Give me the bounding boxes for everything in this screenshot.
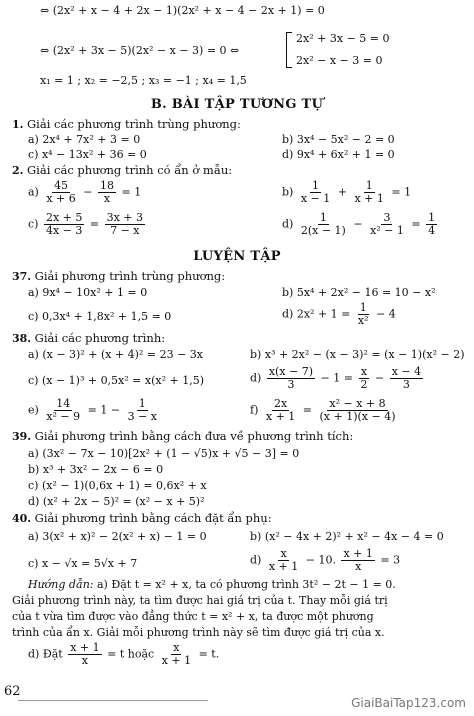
numerator: 18	[100, 179, 114, 192]
numerator: 1	[138, 397, 146, 410]
exercise-2-text: Giải các phương trình có ẩn ở mẫu:	[26, 163, 233, 177]
numerator: x	[280, 547, 287, 560]
footer-divider	[18, 700, 208, 701]
ex39-b: b) x³ + 3x² − 2x − 6 = 0	[28, 463, 164, 476]
ex2-a-label: a)	[28, 185, 39, 199]
solution-roots: x₁ = 1 ; x₂ = −2,5 ; x₃ = −1 ; x₄ = 1,5	[40, 74, 247, 87]
ex40-d-label: d)	[250, 553, 262, 567]
denominator: x²	[357, 314, 369, 327]
system-eq-2: 2x² − x − 3 = 0	[296, 54, 383, 67]
ex39-d: d) (x² + 2x − 5)² = (x² − x + 5)²	[28, 495, 205, 508]
denominator: x	[355, 560, 362, 573]
ex38-b: b) x³ + 2x² − (x − 3)² = (x − 1)(x² − 2)	[250, 348, 465, 361]
numerator: 45	[54, 179, 69, 192]
fraction	[358, 366, 369, 391]
ex1-c: c) x⁴ − 13x² + 36 = 0	[28, 148, 147, 161]
fraction	[390, 366, 423, 391]
ex2-c-label: c)	[28, 217, 39, 231]
exercise-39-text: Giải phương trình bằng cách đưa về phương trình tích:	[34, 429, 354, 443]
denominator: 4	[428, 224, 436, 237]
ex1-b: b) 3x⁴ − 5x² − 2 = 0	[282, 133, 395, 146]
fraction	[299, 180, 332, 205]
denominator: 3 − x	[127, 410, 157, 423]
denominator: x + 6	[46, 192, 76, 205]
denominator: x² − 9	[46, 410, 81, 423]
exercise-37-heading	[12, 270, 225, 283]
equation-rhs: = 1	[121, 185, 142, 199]
operator: +	[337, 185, 347, 199]
exercise-40-heading	[12, 512, 272, 525]
ex39-c: c) (x² − 1)(0,6x + 1) = 0,6x² + x	[28, 479, 207, 492]
operator: −	[353, 217, 363, 231]
hint-5-suffix: = t.	[198, 647, 220, 661]
hint-line-3: của t vừa tìm được vào đẳng thức t = x² + x, ta được một phương	[12, 610, 374, 623]
exercise-1-heading	[12, 118, 241, 131]
ex38-f	[250, 398, 400, 423]
ex37-d-rhs: − 4	[376, 307, 396, 321]
fraction	[299, 212, 348, 237]
numerator: 3	[383, 211, 391, 224]
denominator: 2(x − 1)	[300, 224, 346, 237]
denominator: x + 1	[161, 654, 192, 667]
exercise-38-text: Giải các phương trình:	[34, 331, 166, 345]
solution-line-2: ⇔ (2x² + 3x − 5)(2x² − x − 3) = 0 ⇔	[40, 44, 240, 57]
ex38-d	[250, 366, 425, 391]
denominator: 3	[402, 378, 410, 391]
fraction	[126, 398, 159, 423]
numerator: 1	[365, 179, 373, 192]
exercise-37-number: 37.	[12, 270, 32, 283]
hint-line-5	[28, 642, 219, 667]
denominator: x + 1	[268, 560, 299, 573]
exercise-39-heading	[12, 430, 353, 443]
fraction	[44, 212, 84, 237]
system-bracket	[286, 32, 292, 68]
denominator: 3	[287, 378, 295, 391]
exercise-1-text: Giải các phương trình trùng phương:	[26, 117, 241, 131]
ex38-e-middle: = 1 −	[87, 403, 121, 417]
numerator: 1	[359, 301, 367, 314]
numerator: 1	[312, 179, 320, 192]
numerator: x + 1	[343, 547, 373, 560]
fraction	[44, 398, 82, 423]
ex37-d	[282, 302, 396, 327]
fraction	[105, 212, 145, 237]
ex38-c: c) (x − 1)³ + 0,5x² = x(x² + 1,5)	[28, 374, 204, 387]
ex38-e-label: e)	[28, 403, 39, 417]
fraction	[68, 642, 101, 667]
section-b-title: B. BÀI TẬP TƯƠNG TỰ	[150, 97, 324, 112]
fraction	[98, 180, 116, 205]
ex37-d-lhs: d) 2x² + 1 =	[282, 307, 351, 321]
fraction	[160, 642, 193, 667]
hint-5-prefix: d) Đặt	[28, 647, 63, 661]
numerator: x² − x + 8	[329, 397, 386, 410]
denominator: 2	[360, 378, 368, 391]
exercise-40-number: 40.	[12, 512, 32, 525]
numerator: 2x	[273, 397, 288, 410]
ex40-a: a) 3(x² + x)² − 2(x² + x) − 1 = 0	[28, 530, 207, 543]
numerator: x(x − 7)	[268, 365, 314, 378]
fraction	[352, 180, 385, 205]
exercise-2-heading	[12, 164, 232, 177]
fraction	[426, 212, 437, 237]
exercise-38-number: 38.	[12, 332, 32, 345]
ex37-b: b) 5x⁴ + 2x² − 16 = 10 − x²	[282, 286, 436, 299]
operator: −	[83, 185, 93, 199]
numerator: 2x + 5	[45, 211, 83, 224]
fraction	[341, 548, 374, 573]
hint-line-1	[28, 578, 396, 591]
fraction	[267, 548, 300, 573]
ex38-d-label: d)	[250, 371, 262, 385]
page-number: 62	[4, 684, 21, 699]
numerator: x	[173, 641, 180, 654]
hint-line-2: Giải phương trình này, ta tìm được hai giá trị của t. Thay mỗi giá trị	[12, 594, 388, 607]
exercise-38-heading	[12, 332, 165, 345]
ex38-d-middle: − 1 =	[320, 371, 353, 385]
hint-line-4: trình của ẩn x. Giải mỗi phương trình này sẽ tìm được giá trị của x.	[12, 626, 385, 639]
fraction	[368, 212, 406, 237]
ex38-f-middle: =	[302, 403, 313, 417]
ex38-a: a) (x − 3)² + (x + 4)² = 23 − 3x	[28, 348, 203, 361]
equation-rhs: = 1	[391, 185, 412, 199]
denominator: x	[81, 654, 88, 667]
exercise-2-number: 2.	[12, 164, 24, 177]
system-eq-1: 2x² + 3x − 5 = 0	[296, 32, 390, 45]
numerator: 14	[56, 397, 71, 410]
denominator: x + 1	[354, 192, 384, 205]
denominator: x	[103, 192, 111, 205]
ex2-b-label: b)	[282, 185, 294, 199]
ex38-f-label: f)	[250, 403, 259, 417]
site-watermark: GiaiBaiTap123.com	[351, 696, 466, 710]
numerator: x	[360, 365, 368, 378]
ex40-b: b) (x² − 4x + 2)² + x² − 4x − 4 = 0	[250, 530, 444, 543]
numerator: 1	[319, 211, 327, 224]
practice-title: LUYỆN TẬP	[193, 249, 281, 264]
ex2-c	[28, 212, 147, 237]
numerator: x − 4	[391, 365, 422, 378]
operator: −	[374, 371, 385, 385]
operator: =	[89, 217, 100, 231]
ex37-a: a) 9x⁴ − 10x² + 1 = 0	[28, 286, 148, 299]
numerator: 1	[428, 211, 436, 224]
ex40-d-middle: − 10.	[305, 553, 336, 567]
numerator: 3x + 3	[106, 211, 144, 224]
exercise-37-text: Giải phương trình trùng phương:	[34, 269, 226, 283]
numerator: x + 1	[70, 641, 100, 654]
fraction	[44, 180, 77, 205]
fraction	[356, 302, 371, 327]
hint-text-1: a) Đặt t = x² + x, ta có phương trình 3t² − 2t − 1 = 0.	[97, 578, 396, 591]
ex37-c: c) 0,3x⁴ + 1,8x² + 1,5 = 0	[28, 310, 172, 323]
exercise-40-text: Giải phương trình bằng cách đặt ẩn phụ:	[34, 511, 272, 525]
ex40-d-rhs: = 3	[380, 553, 401, 567]
hint-label: Hướng dẫn:	[28, 578, 94, 591]
fraction	[318, 398, 398, 423]
ex38-e	[28, 398, 161, 423]
ex2-b	[282, 180, 411, 205]
operator: =	[411, 217, 421, 231]
exercise-1-number: 1.	[12, 118, 24, 131]
solution-line-1: ⇔ (2x² + x − 4 + 2x − 1)(2x² + x − 4 − 2x + 1) = 0	[40, 4, 325, 17]
denominator: x² − 1	[370, 224, 404, 237]
ex2-d	[282, 212, 439, 237]
exercise-39-number: 39.	[12, 430, 32, 443]
ex1-a: a) 2x⁴ + 7x² + 3 = 0	[28, 133, 141, 146]
denominator: (x + 1)(x − 4)	[319, 410, 396, 423]
ex39-a: a) (3x² − 7x − 10)[2x² + (1 − √5)x + √5 − 3] = 0	[28, 447, 300, 460]
ex2-a	[28, 180, 141, 205]
ex40-c: c) x − √x = 5√x + 7	[28, 557, 138, 570]
fraction	[264, 398, 297, 423]
denominator: x + 1	[265, 410, 296, 423]
denominator: 4x − 3	[45, 224, 83, 237]
ex2-d-label: d)	[282, 217, 294, 231]
fraction	[267, 366, 315, 391]
ex40-d	[250, 548, 400, 573]
hint-5-middle: = t hoặc	[107, 647, 155, 661]
denominator: 7 − x	[110, 224, 140, 237]
ex1-d: d) 9x⁴ + 6x² + 1 = 0	[282, 148, 395, 161]
denominator: x − 1	[300, 192, 331, 205]
